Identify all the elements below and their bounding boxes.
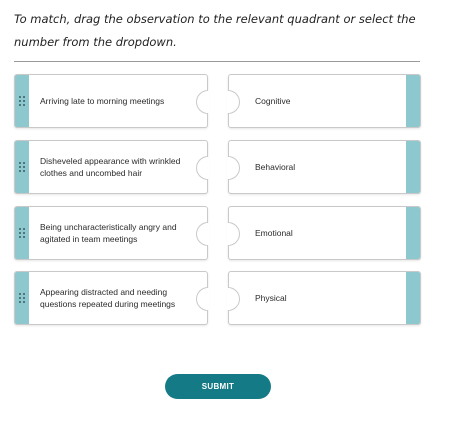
divider (14, 61, 420, 62)
quadrant-physical[interactable] (228, 271, 421, 325)
quadrant-emotional[interactable] (228, 206, 421, 260)
observation-label: Being uncharacteristically angry and agitated in team meetings (40, 221, 177, 244)
drag-handle-icon[interactable] (15, 141, 29, 193)
observation-card-3[interactable] (14, 206, 208, 260)
quadrant-cognitive[interactable] (228, 74, 421, 128)
observation-label: Appearing distracted and needing questions repeated during meetings (40, 286, 176, 309)
quadrant-behavioral[interactable] (228, 140, 421, 194)
drag-handle-icon[interactable] (15, 272, 29, 324)
quadrant-accent-bar (406, 141, 420, 193)
observation-card-4[interactable] (14, 271, 208, 325)
match-row-1 (14, 74, 421, 128)
match-row-4 (14, 271, 421, 325)
observation-label: Arriving late to morning meetings (40, 95, 165, 106)
quadrant-accent-bar (406, 207, 420, 259)
drag-handle-icon[interactable] (15, 75, 29, 127)
observation-card-1[interactable] (14, 74, 208, 128)
observation-label: Disheveled appearance with wrinkled clothes and uncombed hair (40, 155, 181, 178)
match-row-3 (14, 206, 421, 260)
quadrant-accent-bar (406, 272, 420, 324)
quadrant-label: Cognitive (255, 96, 291, 106)
quadrant-label: Emotional (255, 228, 293, 238)
submit-button[interactable]: SUBMIT (165, 374, 271, 399)
quadrant-label: Behavioral (255, 162, 296, 172)
quadrant-label: Physical (255, 293, 287, 303)
quadrant-accent-bar (406, 75, 420, 127)
drag-handle-icon[interactable] (15, 207, 29, 259)
instructions-text: To match, drag the observation to the relevant quadrant or select the number from the dropdown. (14, 12, 416, 49)
observation-card-2[interactable] (14, 140, 208, 194)
match-row-2 (14, 140, 421, 194)
